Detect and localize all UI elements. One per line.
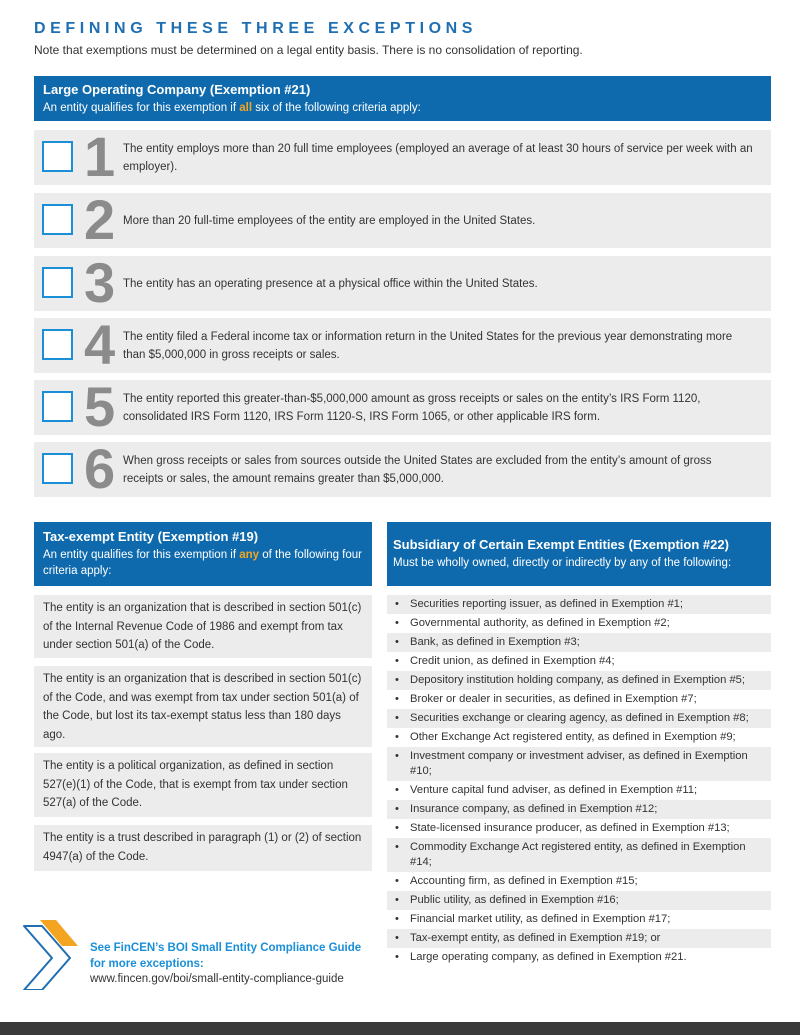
list-item: • Broker or dealer in securities, as defined in Exemption #7; bbox=[387, 690, 771, 709]
list-item: • Financial market utility, as defined in Exemption #17; bbox=[387, 910, 771, 929]
guide-url-link[interactable]: www.fincen.gov/boi/small-entity-compliance-guide bbox=[90, 973, 344, 985]
tax-exempt-criterion: The entity is an organization that is described in section 501(c) of the Code, and was exempt from tax under section 501(a) of the Code, but lost its tax-exempt status less than 180 days ago. bbox=[34, 666, 372, 747]
subsidiary-list bbox=[387, 595, 771, 967]
guide-line-2: for more exceptions: bbox=[90, 958, 204, 970]
large-operating-title: Large Operating Company (Exemption #21) bbox=[43, 82, 311, 97]
list-item: • Insurance company, as defined in Exemption #12; bbox=[387, 800, 771, 819]
page-heading: DEFINING THESE THREE EXCEPTIONS bbox=[34, 20, 478, 37]
double-chevron-right-icon bbox=[20, 920, 80, 990]
large-operating-subtitle bbox=[43, 100, 762, 116]
criterion-number: 6 bbox=[84, 437, 116, 500]
checkbox[interactable] bbox=[42, 329, 73, 360]
criterion-number: 1 bbox=[84, 125, 116, 188]
list-item: • State-licensed insurance producer, as defined in Exemption #13; bbox=[387, 819, 771, 838]
list-item: • Governmental authority, as defined in Exemption #2; bbox=[387, 614, 771, 633]
subtitle-text: An entity qualifies for this exemption if bbox=[43, 549, 240, 561]
tax-exempt-criterion: The entity is a trust described in paragraph (1) or (2) of section 4947(a) of the Code. bbox=[34, 825, 372, 871]
checkbox[interactable] bbox=[42, 141, 73, 172]
highlight-all: all bbox=[239, 102, 253, 114]
list-item: • Public utility, as defined in Exemption #16; bbox=[387, 891, 771, 910]
checkbox[interactable] bbox=[42, 267, 73, 298]
tax-exempt-criterion: The entity is a political organization, as defined in section 527(e)(1) of the Code, that is exempt from tax under section 527(a) of the Code. bbox=[34, 753, 372, 817]
subsidiary-header bbox=[387, 522, 771, 586]
checkbox[interactable] bbox=[42, 204, 73, 235]
list-item: • Securities reporting issuer, as defined in Exemption #1; bbox=[387, 595, 771, 614]
guide-line-1: See FinCEN’s BOI Small Entity Compliance Guide bbox=[90, 942, 362, 954]
list-item: • Tax-exempt entity, as defined in Exemption #19; or bbox=[387, 929, 771, 948]
list-item: • Credit union, as defined in Exemption #4; bbox=[387, 652, 771, 671]
criterion-number: 5 bbox=[84, 375, 116, 438]
list-item: • Venture capital fund adviser, as defined in Exemption #11; bbox=[387, 781, 771, 800]
list-item: • Investment company or investment adviser, as defined in Exemption #10; bbox=[387, 747, 771, 781]
list-item: • Commodity Exchange Act registered entity, as defined in Exemption #14; bbox=[387, 838, 771, 872]
criterion-row bbox=[34, 437, 771, 500]
tax-exempt-header bbox=[34, 522, 372, 586]
checkbox[interactable] bbox=[42, 391, 73, 422]
list-item: • Other Exchange Act registered entity, as defined in Exemption #9; bbox=[387, 728, 771, 747]
subtitle-text: six of the following criteria apply: bbox=[252, 102, 421, 114]
criterion-number: 3 bbox=[84, 251, 116, 314]
list-item: • Depository institution holding company, as defined in Exemption #5; bbox=[387, 671, 771, 690]
list-item: • Securities exchange or clearing agency, as defined in Exemption #8; bbox=[387, 709, 771, 728]
subtitle-text: An entity qualifies for this exemption if bbox=[43, 102, 240, 114]
criterion-row bbox=[34, 251, 771, 314]
criterion-row bbox=[34, 375, 771, 438]
tax-exempt-title: Tax-exempt Entity (Exemption #19) bbox=[43, 529, 259, 544]
guide-callout[interactable] bbox=[90, 940, 361, 972]
criterion-text: More than 20 full-time employees of the entity are employed in the United States. bbox=[123, 214, 536, 227]
criterion-number: 4 bbox=[84, 313, 116, 376]
criterion-number: 2 bbox=[84, 188, 116, 251]
highlight-any: any bbox=[239, 549, 260, 561]
list-item: • Accounting firm, as defined in Exemption #15; bbox=[387, 872, 771, 891]
criterion-text: The entity reported this greater-than-$5,000,000 amount as gross receipts or sales on the entity’s IRS Form 1120, consolidated IRS Form 1120, IRS Form 1120-S, IRS Form 1065, or other applicable IRS form. bbox=[123, 392, 701, 423]
criterion-text: The entity filed a Federal income tax or information return in the United States for the previous year demonstrating more than $5,000,000 in gross receipts or sales. bbox=[123, 330, 733, 361]
subsidiary-subtitle: Must be wholly owned, directly or indirectly by any of the following: bbox=[393, 557, 732, 569]
list-item: • Bank, as defined in Exemption #3; bbox=[387, 633, 771, 652]
checkbox[interactable] bbox=[42, 453, 73, 484]
criterion-text: The entity employs more than 20 full time employees (employed an average of at least 30 hours of service per week with an employer). bbox=[123, 142, 753, 173]
criterion-row bbox=[34, 313, 771, 376]
footer-bar bbox=[0, 1022, 800, 1035]
tax-exempt-subtitle bbox=[43, 547, 363, 579]
tax-exempt-criterion: The entity is an organization that is described in section 501(c) of the Internal Revenue Code of 1986 and exempt from tax under section 501(a) of the Code. bbox=[34, 595, 372, 658]
criterion-text: The entity has an operating presence at a physical office within the United States. bbox=[123, 277, 538, 290]
subsidiary-title: Subsidiary of Certain Exempt Entities (Exemption #22) bbox=[393, 537, 729, 552]
criterion-row bbox=[34, 125, 771, 188]
large-operating-header bbox=[34, 76, 771, 121]
criterion-text: When gross receipts or sales from sources outside the United States are excluded from the entity’s amount of gross receipts or sales, the amount remains greater than $5,000,000. bbox=[123, 454, 712, 485]
criterion-row bbox=[34, 188, 771, 251]
subtitle-text: of the following four criteria apply: bbox=[43, 549, 362, 577]
page-note: Note that exemptions must be determined on a legal entity basis. There is no consolidation of reporting. bbox=[34, 43, 583, 57]
list-item: • Large operating company, as defined in Exemption #21. bbox=[387, 948, 771, 967]
